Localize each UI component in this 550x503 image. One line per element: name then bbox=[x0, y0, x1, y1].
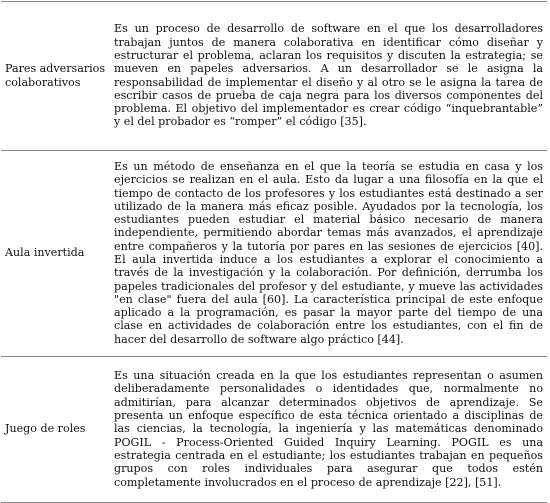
term-label: Juego de roles bbox=[5, 422, 86, 436]
table-row bbox=[1, 357, 547, 503]
description-cell: Es un método de enseñanza en el que la teoría se estudia en casa y los ejercicios se realizan en el aula. Esto da lugar a una filosofía en la que el tiempo de contacto de los profesores y los estudiantes está destinado a ser utilizado de la manera más eficaz posible. Ayudados por la tecnología, los estudiantes pueden estudiar el material básico necesario de manera independiente, permitiendo abordar temas más avanzados, el aprendizaje entre compañeros y la tutoría por pares en las sesiones de ejercicios [40]. El aula invertida induce a los estudiantes a explorar el conocimiento a través de la investigación y la colaboración. Por definición, derrumba los papeles tradicionales del profesor y del estudiante, y mueve las actividades "en clase" fuera del aula [60]. La característica principal de este enfoque aplicado a la programación, es pasar la mayor parte del tiempo de una clase en actividades de colaboración entre los estudiantes, con el fin de hacer del desarrollo de software algo práctico [44]. bbox=[110, 151, 547, 357]
methods-table bbox=[1, 1, 547, 503]
description-cell: Es un proceso de desarrollo de software en el que los desarrolladores trabajan juntos de manera colaborativa en identificar cómo diseñar y estructurar el problema, aclaran los requisitos y discuten la estrategia; se mueven en papeles adversarios. A un desarrollador se le asigna la responsabilidad de implementar el diseño y al otro se le asigna la tarea de escribir casos de prueba de caja negra para los diversos componentes del problema. El objetivo del implementador es crear código “inquebrantable” y el del probador es “romper” el código [35]. bbox=[110, 2, 547, 151]
table-row bbox=[1, 2, 547, 151]
description-cell: Es una situación creada en la que los estudiantes representan o asumen deliberadamente personalidades o identidades que, normalmente no admitirían, para alcanzar determinados objetivos de aprendizaje. Se presenta un enfoque específico de esta técnica orientado a disciplinas de las ciencias, la tecnología, la ingeniería y las matemáticas denominado POGIL - Process-Oriented Guided Inquiry Learning. POGIL es una estrategia centrada en el estudiante; los estudiantes trabajan en pequeños grupos con roles individuales para asegurar que todos estén completamente involucrados en el proceso de aprendizaje [22], [51]. bbox=[110, 357, 547, 503]
table-row bbox=[1, 151, 547, 357]
term-cell bbox=[1, 151, 110, 357]
term-label: Aula invertida bbox=[5, 246, 85, 260]
term-cell bbox=[1, 357, 110, 503]
term-cell bbox=[1, 2, 110, 151]
term-label: Pares adversarios colaborativos bbox=[5, 62, 106, 89]
